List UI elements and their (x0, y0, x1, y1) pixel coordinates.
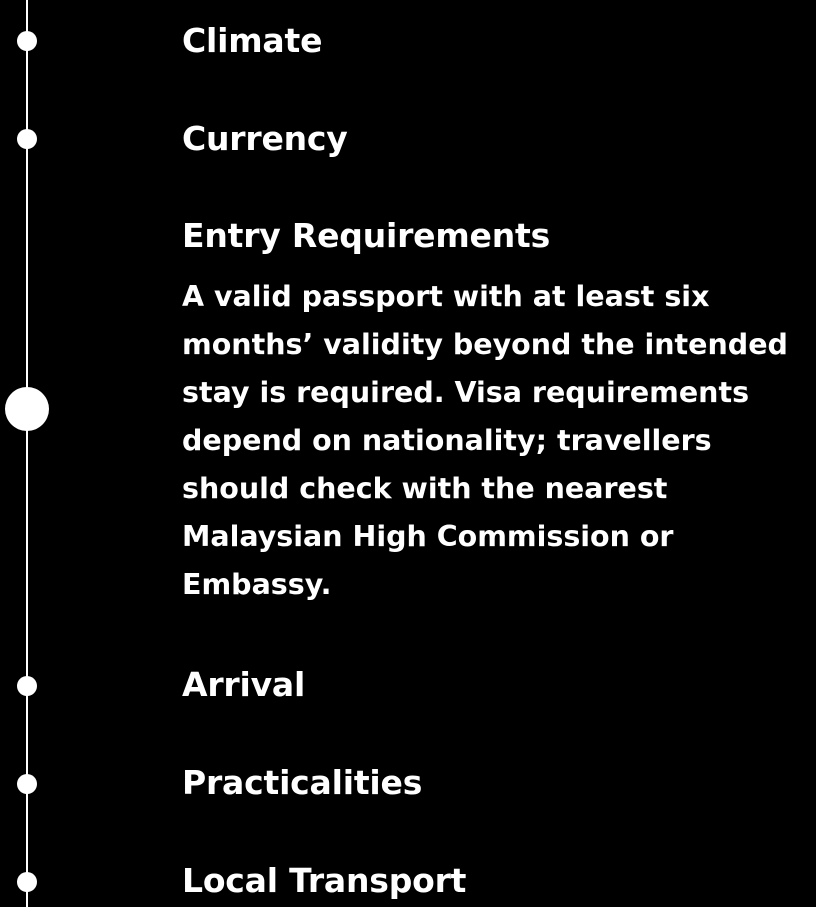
timeline-item-title: Currency (182, 119, 348, 158)
timeline-item-title: Local Transport (182, 861, 467, 900)
timeline-item-local-transport[interactable] (0, 862, 816, 900)
timeline-item-title: Entry Requirements (182, 216, 551, 255)
timeline-item-body: A valid passport with at least six months’ validity beyond the intended stay is required. Visa requirements depend on nationality; travellers should check with the nearest Malaysian High Commission or Embassy. (182, 279, 788, 601)
timeline-item-title: Arrival (182, 665, 306, 704)
timeline-item-climate[interactable] (0, 22, 816, 60)
timeline-item-title: Practicalities (182, 763, 423, 802)
timeline-item-currency[interactable] (0, 120, 816, 158)
timeline-item-arrival[interactable] (0, 666, 816, 704)
timeline-item-title: Climate (182, 21, 323, 60)
timeline-item-entry-requirements[interactable] (0, 217, 816, 609)
timeline-item-practicalities[interactable] (0, 764, 816, 802)
